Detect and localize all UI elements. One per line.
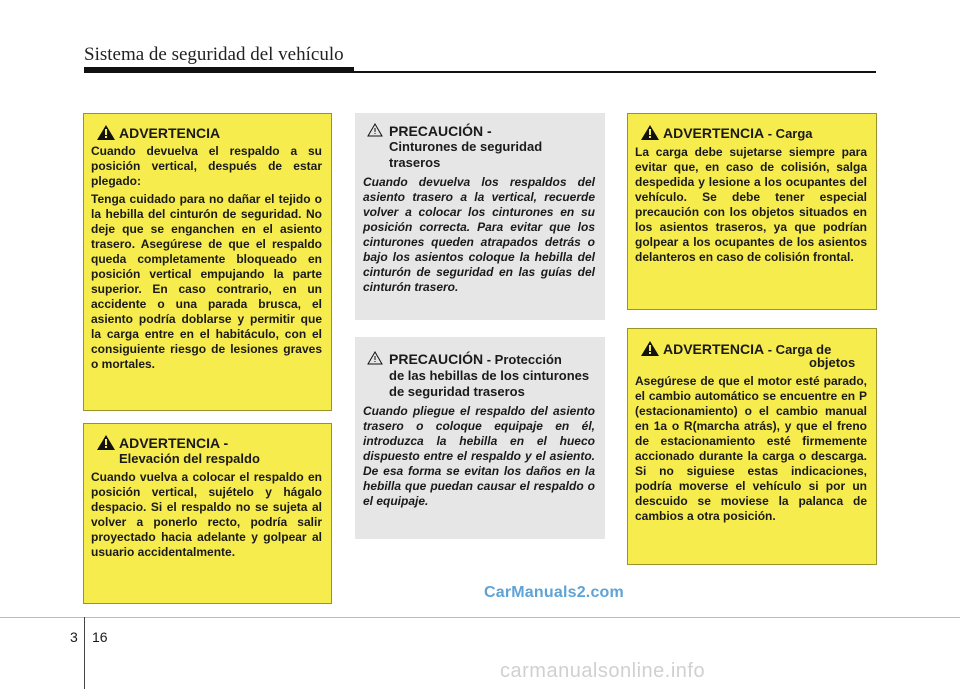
caution-triangle-icon — [367, 351, 383, 365]
caution-body: Cuando devuelva los respaldos del asiento trasero a la vertical, recuerde volver a colocar los cinturones en su posición correcta. Para evitar que los cinturones queden atrapados detrás o bajo los asientos coloque la hebilla del cinturón de seguridad en las guías del cinturón trasero. — [363, 175, 595, 294]
warning-body: Asegúrese de que el motor esté parado, el cambio automático se encuentre en P (estacionamiento) o el cambio manual en 1a o R(marcha atrás), y que el freno de estacionamiento esté firmemente accionado durante la carga o descarga. Si no siguiese estas indicaciones, podría moverse el vehículo si por un descuido se moviese la palanca de cambios a otra posición. — [635, 374, 867, 523]
site-watermark: carmanualsonline.info — [500, 660, 706, 682]
warning-triangle-icon — [97, 435, 115, 450]
header-rule-thin — [84, 71, 876, 73]
warning-title: ADVERTENCIA - Carga — [635, 125, 867, 142]
caution-title: PRECAUCIÓN - Cinturones de seguridad traseros — [363, 123, 595, 171]
page-header-title: Sistema de seguridad del vehículo — [84, 44, 344, 65]
caution-title: PRECAUCIÓN - Protección de las hebillas de los cinturones de seguridad traseros — [363, 351, 595, 400]
warning-body: Cuando devuelva el respaldo a su posición vertical, después de estar plegado: Tenga cuidado para no dañar el tejido o la hebilla del cinturón de seguridad. No deje que se enganchen en el asiento trasero. Asegúrese de que el respaldo queda completamente bloqueado en posición vertical empujando la parte superior. En caso contrario, en un accidente o una parada brusca, el asiento podría doblarse y permitir que la carga entre en el habitáculo, con el consiguiente riesgo de lesiones graves o mortales. — [91, 144, 322, 371]
warning-triangle-icon — [641, 341, 659, 356]
caution-box-rear-belts — [355, 113, 605, 320]
warning-box-seat-raise — [83, 423, 332, 604]
carmanuals-watermark[interactable]: CarManuals2.com — [484, 584, 624, 601]
caution-body: Cuando pliegue el respaldo del asiento trasero o coloque equipaje en él, introduzca la hebilla en el hueco dispuesto entre el respaldo y el asiento. De esa forma se evitan los daños en la hebilla que puedan causar el respaldo o el equipaje. — [363, 404, 595, 508]
warning-title: ADVERTENCIA - Carga de objetos — [635, 341, 867, 371]
warning-box-cargo — [627, 113, 877, 310]
footer-divider — [84, 617, 85, 689]
warning-body: Cuando vuelva a colocar el respaldo en posición vertical, sujételo y hágalo despacio. Si el respaldo no se sujeta al volver a ponerlo recto, podría salir proyectado hacia adelante y golpear al usuario accidentalmente. — [91, 470, 322, 559]
warning-body: La carga debe sujetarse siempre para evitar que, en caso de colisión, salga despedida y lesione a los ocupantes del vehículo. Se debe tener especial precaución con los objetos situados en los asientos traseros, ya que podrían golpear a los ocupantes de los asientos delanteros en caso de colisión frontal. — [635, 145, 867, 264]
warning-box-seat-back — [83, 113, 332, 411]
footer-rule — [0, 617, 960, 618]
page-number: 16 — [92, 629, 108, 645]
warning-triangle-icon — [641, 125, 659, 140]
caution-box-buckle-protection — [355, 337, 605, 539]
warning-triangle-icon — [97, 125, 115, 140]
warning-title: ADVERTENCIA — [91, 125, 322, 141]
caution-triangle-icon — [367, 123, 383, 137]
warning-box-loading-objects — [627, 328, 877, 565]
section-number: 3 — [70, 629, 78, 645]
warning-title: ADVERTENCIA - Elevación del respaldo — [91, 435, 322, 467]
